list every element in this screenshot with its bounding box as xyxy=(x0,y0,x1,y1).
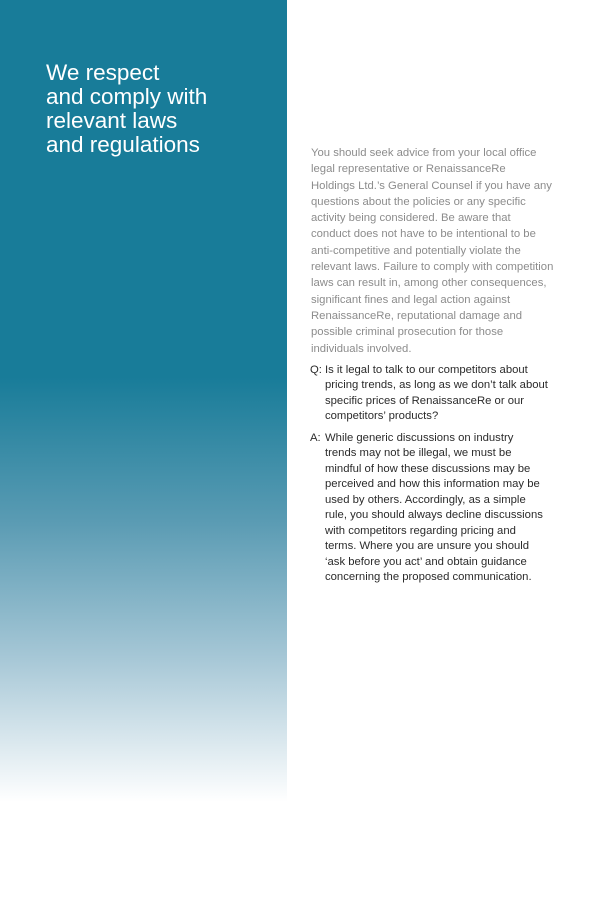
answer-label: A: xyxy=(310,431,321,444)
question-text: Is it legal to talk to our competitors about pricing trends, as long as we don’t talk about specific prices of RenaissanceRe or our competitors’ products? xyxy=(325,363,548,423)
answer-text: While generic discussions on industry trends may not be illegal, we must be mindful of how these discussions may be perceived and how this information may be used by others. Accordingly, as a simple rule, you should always decline discussions with competitors regarding pricing and terms. Where you are unsure you should ‘ask before you act’ and obtain guidance concerning the proposed communication. xyxy=(325,431,543,584)
intro-paragraph: You should seek advice from your local office legal representative or RenaissanceRe Holdings Ltd.’s General Counsel if you have any questions about the policies or any specific activity being considered. Be aware that conduct does not have to be intentional to be anti-competitive and potentially violate the relevant laws. Failure to comply with competition laws can result in, among other consequences, significant fines and legal action against RenaissanceRe, reputational damage and possible criminal prosecution for those individuals involved. xyxy=(311,147,554,355)
question-label: Q: xyxy=(310,363,322,376)
question-block xyxy=(311,363,563,425)
answer-block xyxy=(311,431,563,586)
section-heading: We respect and comply with relevant laws and regulations xyxy=(46,60,208,157)
sidebar-gradient-panel xyxy=(0,0,287,802)
main-content xyxy=(311,145,563,592)
